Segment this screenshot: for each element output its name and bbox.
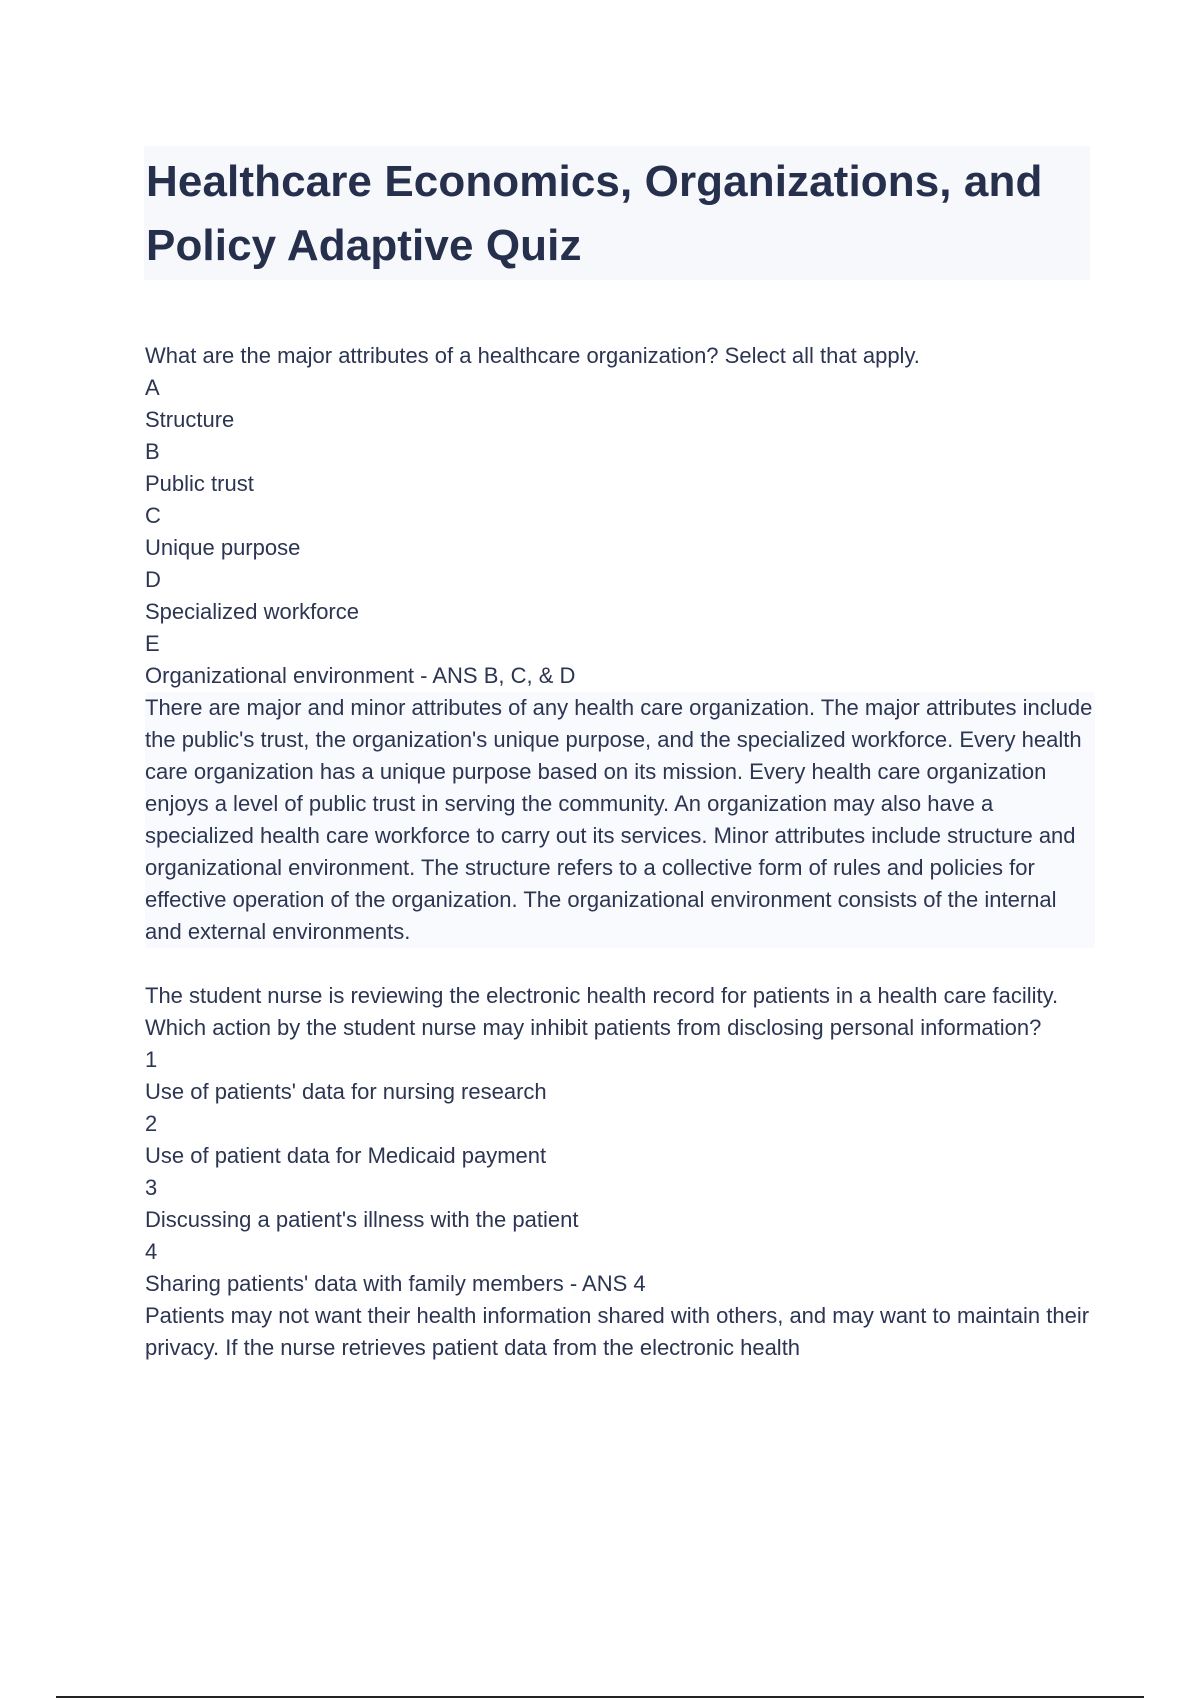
- option-text-with-answer: Organizational environment - ANS B, C, & D: [145, 663, 576, 688]
- question-1-prompt: What are the major attributes of a healthcare organization? Select all that apply.: [145, 343, 920, 368]
- question-1-explanation: There are major and minor attributes of any health care organization. The major attributes include the public's trust, the organization's unique purpose, and the specialized workforce. Every health care organization has a unique purpose based on its mission. Every health care organization enjoys a level of public trust in serving the community. An organization may also have a specialized health care workforce to carry out its services. Minor attributes include structure and organizational environment. The structure refers to a collective form of rules and policies for effective operation of the organization. The organizational environment consists of the internal and external environments.: [145, 692, 1095, 948]
- option-key: E: [145, 631, 160, 656]
- option-text: Discussing a patient's illness with the patient: [145, 1207, 579, 1232]
- option-text: Use of patient data for Medicaid payment: [145, 1143, 547, 1168]
- option-key: C: [145, 503, 161, 528]
- option-key: B: [145, 439, 160, 464]
- option-text: Specialized workforce: [145, 599, 359, 624]
- question-2-prompt: The student nurse is reviewing the electronic health record for patients in a health care facility. Which action by the student nurse may inhibit patients from disclosing personal information?: [145, 983, 1059, 1040]
- option-text: Use of patients' data for nursing research: [145, 1079, 547, 1104]
- option-text: Public trust: [145, 471, 254, 496]
- page-bottom-rule: [56, 1696, 1144, 1698]
- document-title: Healthcare Economics, Organizations, and Policy Adaptive Quiz: [146, 157, 1043, 270]
- spacer: [145, 948, 1095, 980]
- option-key: A: [145, 375, 160, 400]
- title-block: [144, 146, 1090, 280]
- option-key: 3: [145, 1175, 158, 1200]
- option-key: D: [145, 567, 161, 592]
- question-2-explanation: Patients may not want their health information shared with others, and may want to maintain their privacy. If the nurse retrieves patient data from the electronic health: [145, 1303, 1090, 1360]
- question-1: [145, 340, 1095, 948]
- option-text: Structure: [145, 407, 235, 432]
- option-key: 1: [145, 1047, 158, 1072]
- option-text-with-answer: Sharing patients' data with family members - ANS 4: [145, 1271, 646, 1296]
- option-key: 4: [145, 1239, 158, 1264]
- option-text: Unique purpose: [145, 535, 301, 560]
- question-2: [145, 980, 1095, 1364]
- option-key: 2: [145, 1111, 158, 1136]
- quiz-content: [145, 340, 1095, 1364]
